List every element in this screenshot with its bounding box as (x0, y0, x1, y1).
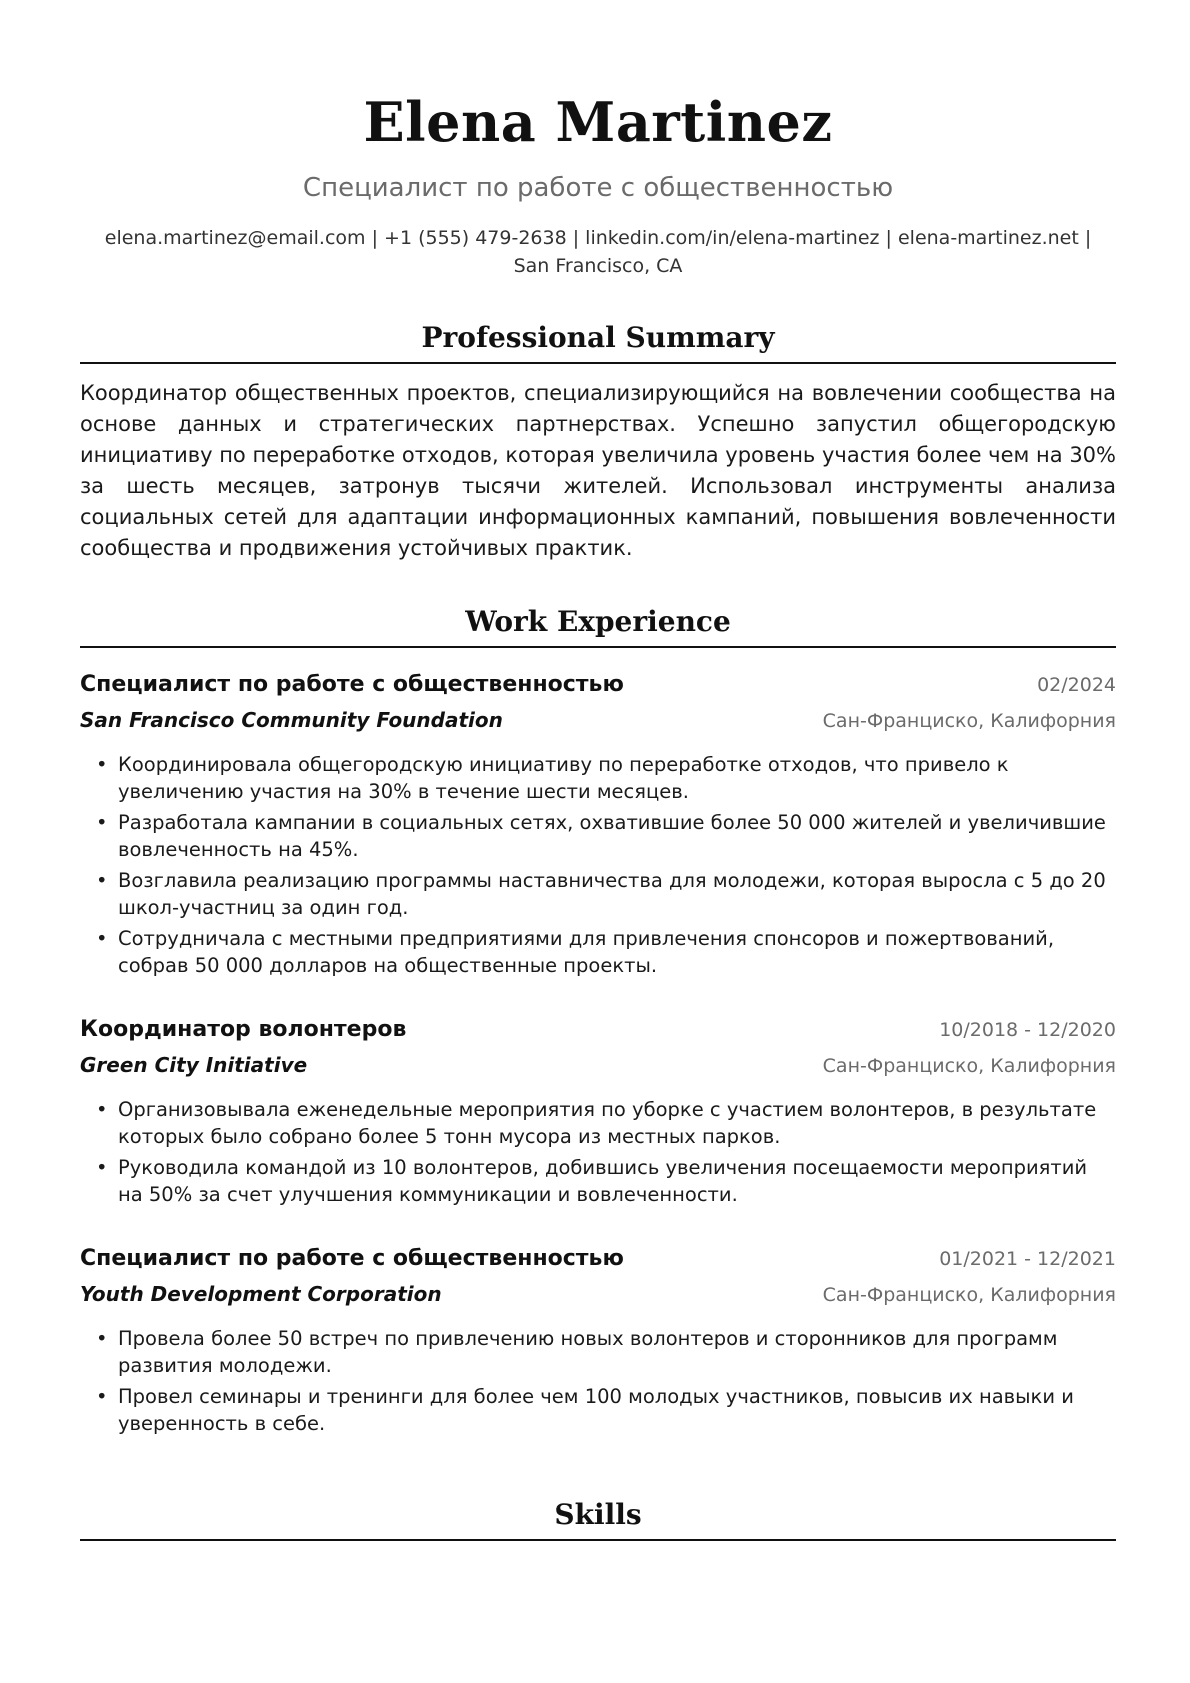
summary-heading: Professional Summary (80, 320, 1116, 364)
job-bullet: • Координировала общегородскую инициативу по переработке отходов, что привело к увеличению участия на 30% в течение шести месяцев. (80, 751, 1116, 805)
job-bullets (80, 1325, 1116, 1437)
summary-section (80, 320, 1116, 564)
candidate-title: Специалист по работе с общественностью (302, 173, 894, 203)
candidate-name: Elena Martinez (363, 90, 833, 154)
contact-line: elena.martinez@email.com | +1 (555) 479-2638 | linkedin.com/in/elena-martinez | elena-martinez.net | San Francisco, CA (104, 227, 1092, 277)
job-location: Сан-Франциско, Калифорния (822, 710, 1116, 732)
skills-heading: Skills (80, 1497, 1116, 1541)
resume-page (80, 0, 1116, 1541)
skills-section (80, 1497, 1116, 1541)
job-location: Сан-Франциско, Калифорния (822, 1284, 1116, 1306)
job-entry (80, 1013, 1116, 1208)
experience-section (80, 604, 1116, 1437)
job-title: Координатор волонтеров (80, 1017, 407, 1042)
company-name: San Francisco Community Foundation (80, 708, 503, 732)
job-date: 01/2021 - 12/2021 (939, 1248, 1116, 1270)
job-bullets (80, 751, 1116, 979)
job-title: Специалист по работе с общественностью (80, 672, 624, 697)
job-bullet: • Провела более 50 встреч по привлечению новых волонтеров и сторонников для программ развития молодежи. (80, 1325, 1116, 1379)
job-entry (80, 668, 1116, 979)
job-location: Сан-Франциско, Калифорния (822, 1055, 1116, 1077)
resume-header (80, 0, 1116, 280)
company-name: Youth Development Corporation (80, 1282, 442, 1306)
experience-heading: Work Experience (80, 604, 1116, 648)
job-bullet: • Руководила командой из 10 волонтеров, добившись увеличения посещаемости мероприятий на 50% за счет улучшения коммуникации и вовлеченности. (80, 1154, 1116, 1208)
job-date: 02/2024 (1037, 674, 1116, 696)
job-bullet: • Разработала кампании в социальных сетях, охватившие более 50 000 жителей и увеличившие вовлеченность на 45%. (80, 809, 1116, 863)
job-entry (80, 1242, 1116, 1437)
job-bullet: • Возглавила реализацию программы наставничества для молодежи, которая выросла с 5 до 20 школ-участниц за один год. (80, 867, 1116, 921)
job-title: Специалист по работе с общественностью (80, 1246, 624, 1271)
job-bullet: • Организовывала еженедельные мероприятия по уборке с участием волонтеров, в результате которых было собрано более 5 тонн мусора из местных парков. (80, 1096, 1116, 1150)
company-name: Green City Initiative (80, 1053, 308, 1077)
job-date: 10/2018 - 12/2020 (939, 1019, 1116, 1041)
job-bullet: • Сотрудничала с местными предприятиями для привлечения спонсоров и пожертвований, собрав 50 000 долларов на общественные проекты. (80, 925, 1116, 979)
summary-text: Координатор общественных проектов, специализирующийся на вовлечении сообщества на основе данных и стратегических партнерствах. Успешно запустил общегородскую инициативу по переработке отходов, которая увеличила уровень участия более чем на 30% за шесть месяцев, затронув тысячи жителей. Использовал инструменты анализа социальных сетей для адаптации информационных кампаний, повышения вовлеченности сообщества и продвижения устойчивых практик. (80, 381, 1116, 560)
job-bullets (80, 1096, 1116, 1208)
job-bullet: • Провел семинары и тренинги для более чем 100 молодых участников, повысив их навыки и уверенность в себе. (80, 1383, 1116, 1437)
